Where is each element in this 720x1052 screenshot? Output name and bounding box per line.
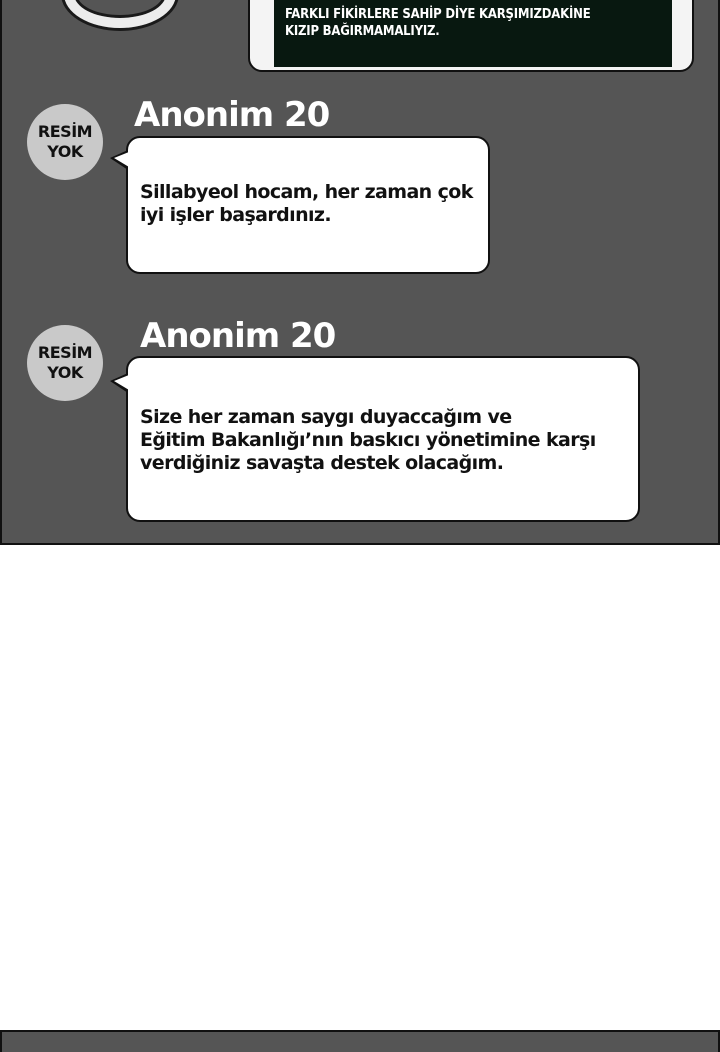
comment-text bbox=[140, 181, 480, 227]
avatar-text-line-2: YOK bbox=[47, 142, 83, 161]
avatar-text-line-2: YOK bbox=[47, 363, 83, 382]
post-caption-line-2: KIZIP BAĞIRMAMALIYIZ. bbox=[285, 24, 440, 39]
avatar-placeholder bbox=[27, 325, 103, 401]
speech-bubble-tail-fill bbox=[114, 375, 129, 390]
comment-text bbox=[140, 406, 630, 475]
post-caption-line-1: FARKLI FİKİRLERE SAHİP DİYE KARŞIMIZDAKİNE bbox=[285, 7, 591, 22]
comment-author: Anonim 20 bbox=[134, 95, 330, 135]
comment-author: Anonim 20 bbox=[140, 316, 336, 356]
avatar-placeholder bbox=[27, 104, 103, 180]
comment-text-line-1: Size her zaman saygı duyaccağım ve bbox=[140, 406, 512, 428]
post-caption bbox=[285, 6, 665, 40]
avatar-text-line-1: RESİM bbox=[37, 343, 93, 362]
comment-text-line-1: Sillabyeol hocam, her zaman çok bbox=[140, 181, 473, 203]
ring-icon bbox=[64, 0, 176, 28]
comment-text-line-2: iyi işler başardınız. bbox=[140, 204, 331, 226]
speech-bubble-tail-fill bbox=[114, 152, 129, 167]
next-comic-panel bbox=[0, 1030, 720, 1052]
comment-text-line-2: Eğitim Bakanlığı’nın baskıcı yönetimine karşı bbox=[140, 429, 596, 451]
avatar-text-line-1: RESİM bbox=[37, 122, 93, 141]
comment-text-line-3: verdiğiniz savaşta destek olacağım. bbox=[140, 452, 504, 474]
